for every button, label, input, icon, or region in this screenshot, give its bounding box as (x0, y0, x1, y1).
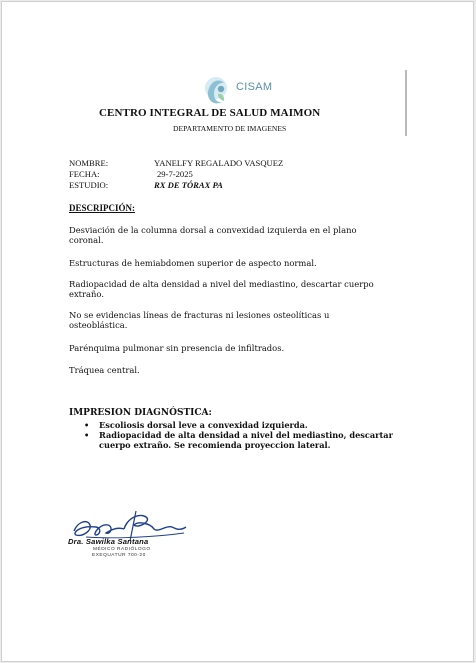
description-title: DESCRIPCIÓN: (69, 203, 136, 213)
impression-item (84, 420, 394, 430)
impression-item (84, 430, 394, 450)
study-value: RX DE TÓRAX PA (154, 180, 223, 190)
impression-item-text: Escoliosis dorsal leve a convexidad izquierda. (99, 420, 308, 430)
impression-list (84, 420, 394, 451)
bullet-icon: • (84, 430, 90, 441)
department-name: DEPARTAMENTO DE IMAGENES (173, 124, 287, 133)
page-edge-marker (405, 70, 407, 136)
name-value: YANELFY REGALADO VASQUEZ (154, 158, 284, 168)
document-page (1, 1, 474, 662)
logo-text: CISAM (236, 81, 273, 93)
signature-name: Dra. Sawilka Santana (68, 537, 149, 546)
description-paragraph: Radiopacidad de alta densidad a nivel del mediastino, descartar cuerpo extraño. (69, 279, 374, 300)
name-label: NOMBRE: (69, 158, 109, 168)
description-paragraph: Desviación de la columna dorsal a convexidad izquierda en el plano coronal. (69, 225, 357, 246)
impression-item-text: Radiopacidad de alta densidad a nivel del mediastino, descartar cuerpo extraño. Se recomienda proyeccion lateral. (99, 430, 393, 451)
impression-title: IMPRESION DIAGNÓSTICA: (69, 408, 212, 418)
study-label: ESTUDIO: (69, 180, 109, 190)
date-label: FECHA: (69, 169, 100, 179)
description-paragraph: No se evidencias líneas de fracturas ni lesiones osteolíticas u osteoblástica. (69, 310, 330, 331)
signature-title: MÉDICO RADIÓLOGO (93, 547, 151, 552)
center-name: CENTRO INTEGRAL DE SALUD MAIMON (99, 107, 321, 119)
description-paragraph: Tráquea central. (69, 365, 140, 375)
description-paragraph: Estructuras de hemiabdomen superior de aspecto normal. (69, 258, 317, 268)
signature-exequatur: EXEQUATUR 700-20 (92, 553, 146, 558)
bullet-icon: • (84, 420, 90, 430)
date-value: 29-7-2025 (157, 169, 193, 179)
description-paragraph: Parénquima pulmonar sin presencia de infiltrados. (69, 343, 285, 353)
